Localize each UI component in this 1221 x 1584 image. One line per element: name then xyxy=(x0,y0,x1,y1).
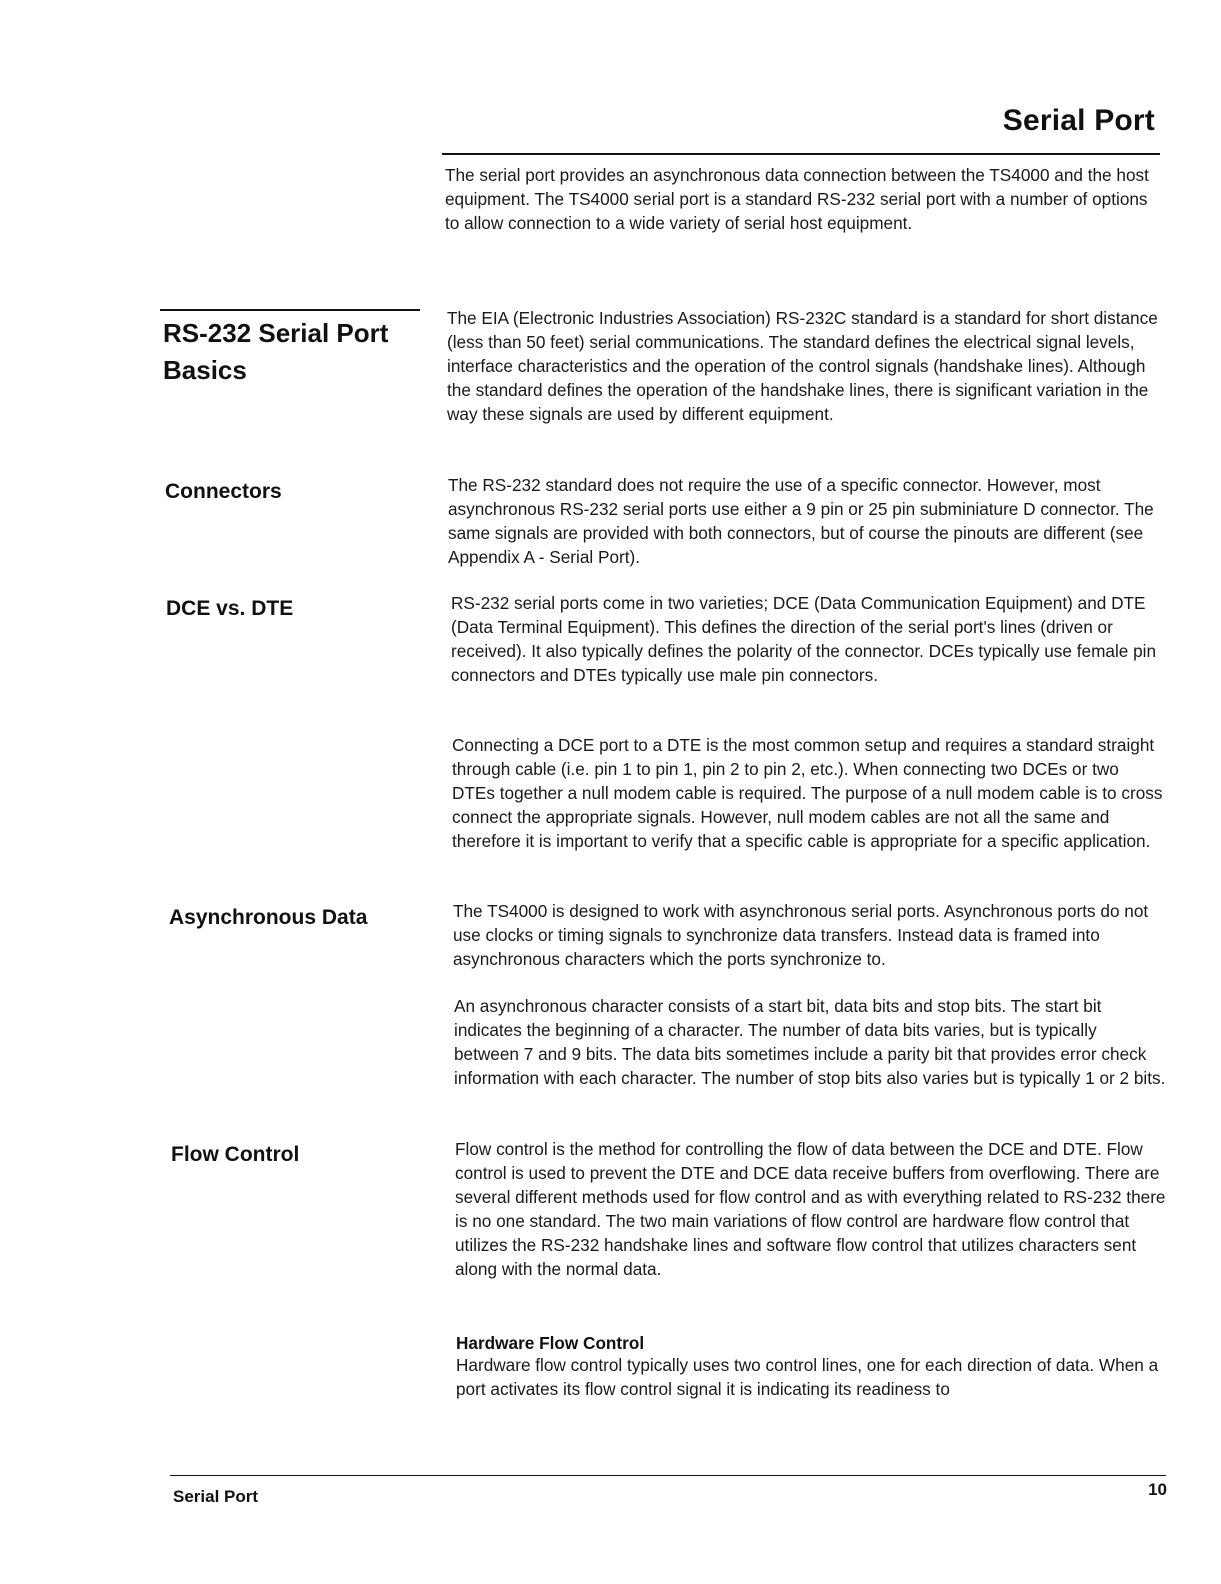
intro-paragraph: The serial port provides an asynchronous data connection between the TS4000 and the host equipment. The TS4000 serial port is a standard RS-232 serial port with a number of options to allow connection to a wide variety of serial host equipment. xyxy=(445,165,1149,233)
page-title: Serial Port xyxy=(1002,104,1155,137)
footer-divider xyxy=(170,1475,1166,1476)
paragraph-asynchronous-2: An asynchronous character consists of a start bit, data bits and stop bits. The start bit indicates the beginning of a character. The number of data bits varies, but is typically between 7 and 9 bits. The data bits sometimes include a parity bit that provides error check information with each character. The number of stop bits also varies but is typically 1 or 2 bits. xyxy=(454,996,1166,1088)
section-divider xyxy=(160,309,420,311)
heading-asynchronous-data: Asynchronous Data xyxy=(169,906,368,929)
paragraph-asynchronous-1: The TS4000 is designed to work with asynchronous serial ports. Asynchronous ports do not use clocks or timing signals to synchronize data transfers. Instead data is framed into asynchronous characters which the ports synchronize to. xyxy=(453,901,1149,969)
heading-dce-vs-dte: DCE vs. DTE xyxy=(166,597,294,620)
paragraph-dce-vs-dte-2: Connecting a DCE port to a DTE is the most common setup and requires a standard straight through cable (i.e. pin 1 to pin 1, pin 2 to pin 2, etc.). When connecting two DCEs or two DTEs together a null modem cable is required. The purpose of a null modem cable is to cross connect the appropriate signals. However, null modem cables are not all the same and therefore it is important to verify that a specific cable is appropriate for a specific application. xyxy=(452,735,1163,851)
heading-rs232-basics: RS-232 Serial Port Basics xyxy=(163,318,389,385)
paragraph-flow-control: Flow control is the method for controlling the flow of data between the DCE and DTE. Flow control is used to prevent the DTE and DCE data receive buffers from overflowing. There are several different methods used for flow control and as with everything related to RS-232 there is no one standard. The two main variations of flow control are hardware flow control that utilizes the RS-232 handshake lines and software flow control that utilizes characters sent along with the normal data. xyxy=(455,1139,1166,1279)
paragraph-hardware-flow-control: Hardware flow control typically uses two control lines, one for each direction of data. When a port activates its flow control signal it is indicating its readiness to xyxy=(456,1355,1159,1399)
heading-flow-control: Flow Control xyxy=(171,1143,300,1166)
subheading-hardware-flow-control: Hardware Flow Control xyxy=(456,1333,645,1353)
footer-label: Serial Port xyxy=(173,1487,259,1506)
paragraph-dce-vs-dte-1: RS-232 serial ports come in two varieties; DCE (Data Communication Equipment) and DTE (Data Terminal Equipment). This defines the direction of the serial port's lines (driven or received). It also typically defines the polarity of the connector. DCEs typically use female pin connectors and DTEs typically use male pin connectors. xyxy=(451,593,1157,685)
paragraph-connectors: The RS-232 standard does not require the use of a specific connector. However, most asynchronous RS-232 serial ports use either a 9 pin or 25 pin subminiature D connector. The same signals are provided with both connectors, but of course the pinouts are different (see Appendix A - Serial Port). xyxy=(448,475,1154,567)
paragraph-rs232-basics: The EIA (Electronic Industries Association) RS-232C standard is a standard for short distance (less than 50 feet) serial communications. The standard defines the electrical signal levels, interface characteristics and the operation of the control signals (handshake lines). Although the standard defines the operation of the handshake lines, there is significant variation in the way these signals are used by different equipment. xyxy=(447,308,1158,424)
heading-connectors: Connectors xyxy=(165,480,282,503)
page-number: 10 xyxy=(1148,1480,1167,1499)
title-divider xyxy=(442,153,1160,155)
